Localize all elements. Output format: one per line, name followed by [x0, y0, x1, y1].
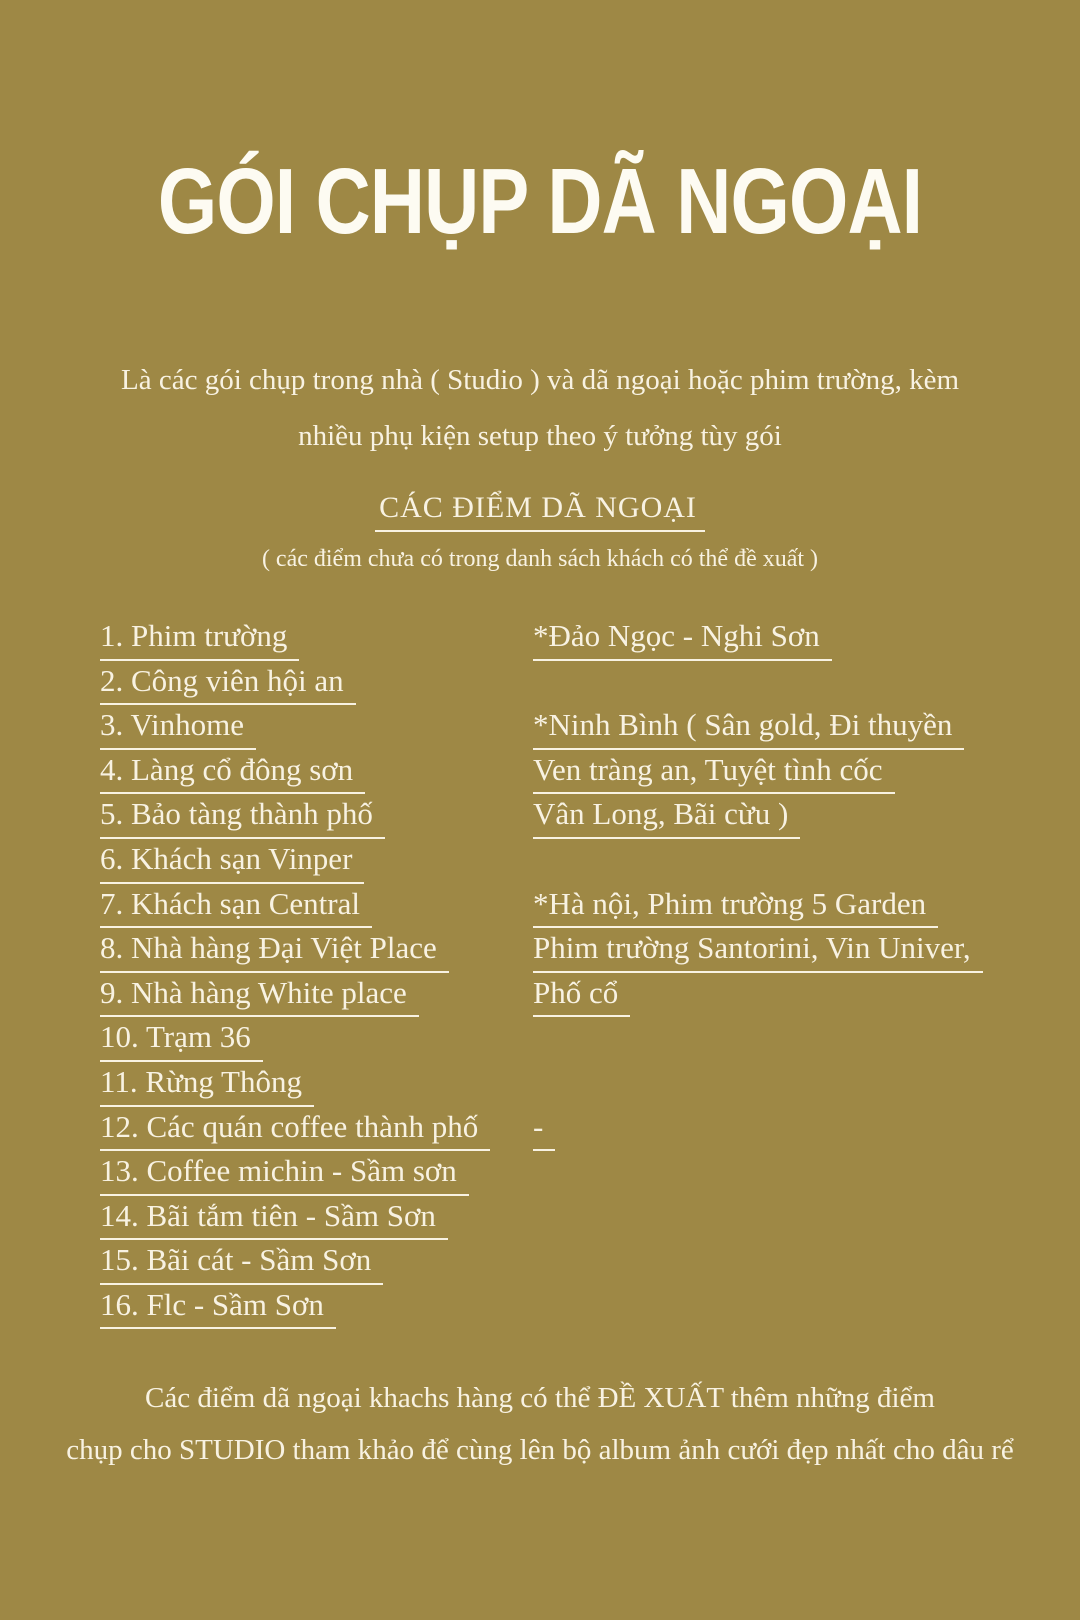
location-item [533, 663, 1043, 708]
location-item-text: 8. Nhà hàng Đại Việt Place [100, 930, 449, 973]
location-item [100, 663, 533, 708]
location-item-text: Vân Long, Bãi cừu ) [533, 796, 800, 839]
location-item [533, 1019, 1043, 1064]
location-item [533, 1064, 1043, 1109]
location-list-right [533, 618, 1043, 1153]
location-item-text: 16. Flc - Sầm Sơn [100, 1287, 336, 1330]
location-item-text: 10. Trạm 36 [100, 1019, 263, 1062]
location-item-text: *Đảo Ngọc - Nghi Sơn [533, 618, 832, 661]
location-item [100, 618, 533, 663]
location-item [533, 752, 1043, 797]
location-item-text: 9. Nhà hàng White place [100, 975, 419, 1018]
location-item [533, 841, 1043, 886]
location-item-text: 11. Rừng Thông [100, 1064, 314, 1107]
location-item [100, 1064, 533, 1109]
location-item-text: 7. Khách sạn Central [100, 886, 372, 929]
location-item [100, 1109, 533, 1154]
footer-line-1: Các điểm dã ngoại khachs hàng có thể ĐỀ XUẤT thêm những điểm [145, 1382, 935, 1414]
location-item [533, 975, 1043, 1020]
location-item-text: Ven tràng an, Tuyệt tình cốc [533, 752, 895, 795]
location-item [533, 930, 1043, 975]
location-item-text: 15. Bãi cát - Sầm Sơn [100, 1242, 383, 1285]
location-item-text: 6. Khách sạn Vinper [100, 841, 364, 884]
intro-line-1: Là các gói chụp trong nhà ( Studio ) và dã ngoại hoặc phim trường, kèm [121, 364, 959, 396]
location-item [100, 841, 533, 886]
page-title: GÓI CHỤP DÃ NGOẠI [157, 149, 923, 253]
location-item [533, 796, 1043, 841]
intro-line-2: nhiều phụ kiện setup theo ý tưởng tùy gói [298, 420, 782, 452]
location-item-text: 4. Làng cổ đông sơn [100, 752, 365, 795]
location-item [100, 930, 533, 975]
location-item [100, 1153, 533, 1198]
location-item-text: 13. Coffee michin - Sầm sơn [100, 1153, 469, 1196]
location-item-text: 3. Vinhome [100, 707, 256, 750]
location-item-text: Phim trường Santorini, Vin Univer, [533, 930, 983, 973]
location-item-text: Phố cổ [533, 975, 630, 1018]
location-list-left [100, 618, 533, 1332]
location-item-text: 2. Công viên hội an [100, 663, 356, 706]
location-item [100, 1019, 533, 1064]
location-item-text: - [533, 1109, 555, 1152]
location-item [100, 1287, 533, 1332]
location-item [100, 1198, 533, 1243]
location-item [533, 707, 1043, 752]
section-heading [0, 490, 1080, 532]
section-heading-text: CÁC ĐIỂM DÃ NGOẠI [375, 490, 705, 532]
intro-text [40, 352, 1040, 464]
location-item-text: *Ninh Bình ( Sân gold, Đi thuyền [533, 707, 964, 750]
section-note: ( các điểm chưa có trong danh sách khách có thể đề xuất ) [261, 546, 819, 572]
location-item-text: 14. Bãi tắm tiên - Sầm Sơn [100, 1198, 448, 1241]
location-item [533, 1109, 1043, 1154]
location-item [100, 752, 533, 797]
location-item [100, 886, 533, 931]
location-item [100, 1242, 533, 1287]
location-item [100, 707, 533, 752]
location-item [100, 975, 533, 1020]
location-item [100, 796, 533, 841]
footer-line-2: chụp cho STUDIO tham khảo để cùng lên bộ album ảnh cưới đẹp nhất cho dâu rể [66, 1434, 1014, 1466]
footer-note [30, 1372, 1050, 1476]
location-item [533, 886, 1043, 931]
location-item-text: 1. Phim trường [100, 618, 299, 661]
location-item-text: 12. Các quán coffee thành phố [100, 1109, 490, 1152]
location-item [533, 618, 1043, 663]
location-item-text: *Hà nội, Phim trường 5 Garden [533, 886, 938, 929]
location-item-text: 5. Bảo tàng thành phố [100, 796, 385, 839]
